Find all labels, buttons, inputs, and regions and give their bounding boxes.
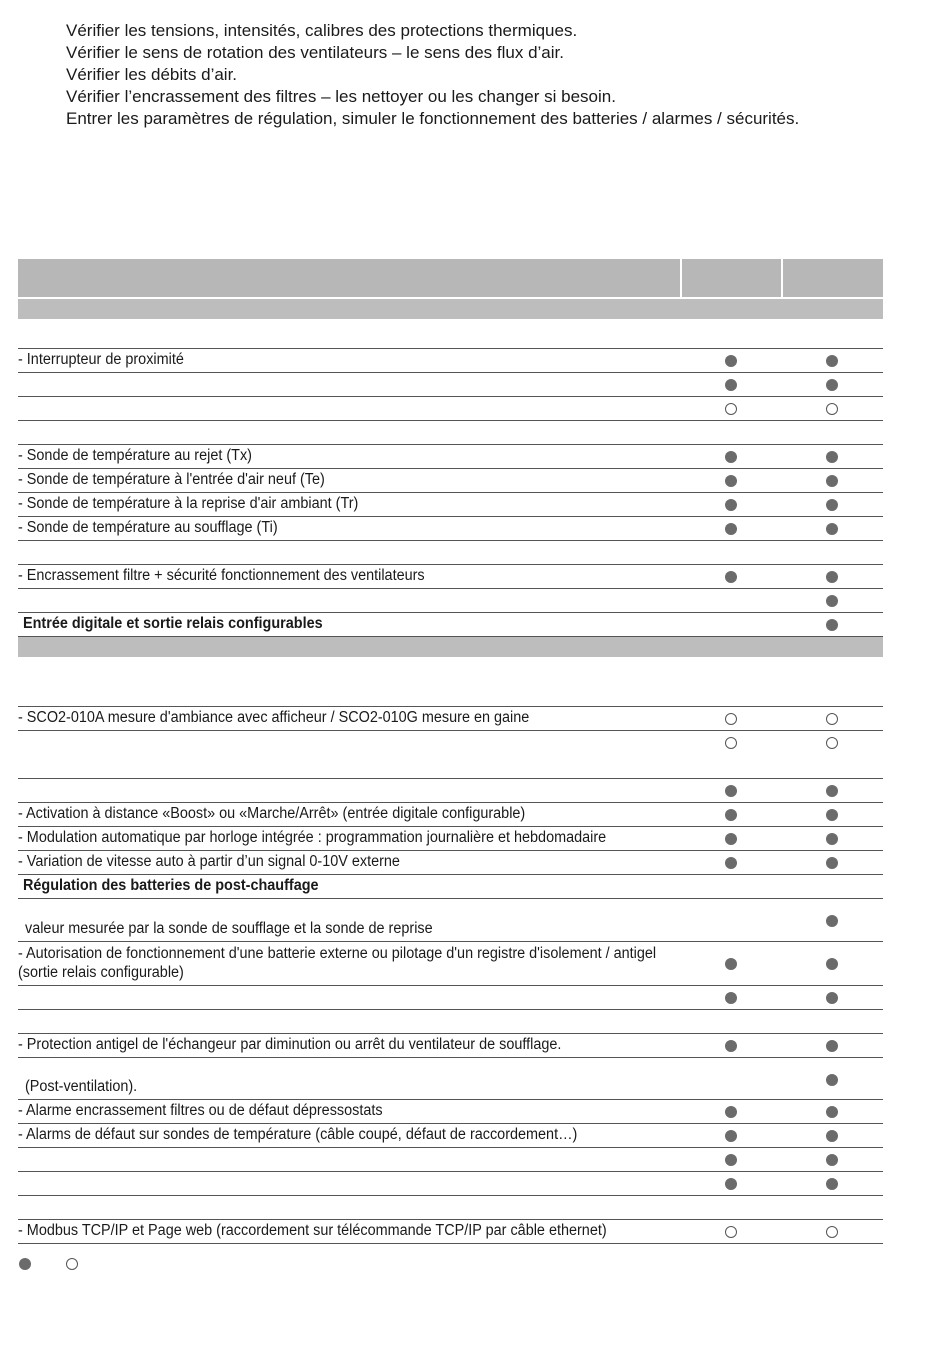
empty-dot-icon	[725, 1226, 737, 1238]
row-label: - Protection antigel de l'échangeur par diminution ou arrêt du ventilateur de soufflage.	[18, 1036, 562, 1053]
full-dot-icon	[725, 809, 737, 821]
table-header	[18, 259, 883, 299]
table-row	[18, 779, 883, 803]
table-row	[18, 541, 883, 565]
table-row	[18, 445, 883, 469]
table-row	[18, 657, 883, 707]
full-dot-icon	[725, 785, 737, 797]
empty-dot-icon	[725, 713, 737, 725]
row-label: - Modulation automatique par horloge intégrée : programmation journalière et hebdomadaire	[18, 829, 607, 846]
row-label: - Alarms de défaut sur sondes de température (câble coupé, défaut de raccordement…)	[18, 1126, 578, 1143]
full-dot-icon	[725, 1040, 737, 1052]
full-dot-icon	[826, 451, 838, 463]
table-row	[18, 731, 883, 779]
intro-line: Vérifier les tensions, intensités, calibres des protections thermiques.	[66, 21, 578, 40]
header-cell-feature	[18, 259, 680, 297]
row-label: - Sonde de température à la reprise d'air ambiant (Tr)	[18, 495, 359, 512]
intro-instructions	[66, 20, 799, 130]
full-dot-icon	[826, 809, 838, 821]
table-row	[18, 1058, 883, 1100]
full-dot-icon	[826, 857, 838, 869]
full-dot-icon	[725, 499, 737, 511]
section-header-bar	[18, 299, 883, 319]
full-dot-icon	[826, 355, 838, 367]
full-dot-icon	[725, 379, 737, 391]
table-row	[18, 1196, 883, 1220]
full-dot-icon	[725, 958, 737, 970]
full-dot-icon	[826, 523, 838, 535]
table-row	[18, 1010, 883, 1034]
full-dot-icon	[826, 619, 838, 631]
table-row	[18, 565, 883, 589]
row-label: Régulation des batteries de post-chauffage	[23, 877, 319, 894]
full-dot-icon	[826, 785, 838, 797]
table-row	[18, 397, 883, 421]
full-dot-icon	[826, 1106, 838, 1118]
row-label: - Sonde de température au soufflage (Ti)	[18, 519, 278, 536]
table-row	[18, 1220, 883, 1244]
full-dot-icon	[826, 915, 838, 927]
table-row	[18, 875, 883, 899]
table-row	[18, 827, 883, 851]
table-row	[18, 373, 883, 397]
full-dot-icon	[826, 1154, 838, 1166]
table-row	[18, 1100, 883, 1124]
table-row	[18, 469, 883, 493]
table-row	[18, 613, 883, 637]
table-row	[18, 1148, 883, 1172]
row-label: valeur mesurée par la sonde de soufflage et la sonde de reprise	[25, 920, 433, 937]
intro-line: Vérifier les débits d’air.	[66, 65, 238, 84]
header-cell-model-2	[783, 259, 883, 297]
full-dot-icon	[826, 379, 838, 391]
table-row	[18, 803, 883, 827]
empty-dot-icon	[826, 403, 838, 415]
table-row	[18, 851, 883, 875]
intro-line: Entrer les paramètres de régulation, simuler le fonctionnement des batteries / alarmes / sécurités.	[66, 109, 800, 128]
table-row	[18, 899, 883, 942]
features-table	[18, 259, 883, 1244]
row-label: (Post-ventilation).	[25, 1078, 138, 1095]
row-label: - SCO2-010A mesure d'ambiance avec afficheur / SCO2-010G mesure en gaine	[18, 709, 530, 726]
full-dot-icon	[826, 571, 838, 583]
intro-line: Vérifier l’encrassement des filtres – les nettoyer ou les changer si besoin.	[66, 87, 616, 106]
table-row	[18, 1034, 883, 1058]
full-dot-icon	[725, 355, 737, 367]
empty-dot-icon	[725, 403, 737, 415]
full-dot-icon	[725, 523, 737, 535]
full-dot-icon	[826, 833, 838, 845]
full-dot-icon	[826, 992, 838, 1004]
empty-dot-icon	[725, 737, 737, 749]
table-row	[18, 1124, 883, 1148]
full-dot-icon	[725, 1154, 737, 1166]
table-row	[18, 319, 883, 349]
row-label: - Modbus TCP/IP et Page web (raccordement sur télécommande TCP/IP par câble ethernet)	[18, 1222, 607, 1239]
legend-full-dot-icon	[19, 1258, 31, 1270]
row-label: - Alarme encrassement filtres ou de défaut dépressostats	[18, 1102, 383, 1119]
row-label: - Interrupteur de proximité	[18, 351, 184, 368]
full-dot-icon	[826, 1130, 838, 1142]
full-dot-icon	[725, 475, 737, 487]
full-dot-icon	[725, 1178, 737, 1190]
table-row	[18, 349, 883, 373]
full-dot-icon	[826, 1040, 838, 1052]
full-dot-icon	[725, 857, 737, 869]
full-dot-icon	[725, 992, 737, 1004]
section-header-bar	[18, 637, 883, 657]
full-dot-icon	[826, 1178, 838, 1190]
table-row	[18, 986, 883, 1010]
row-label: - Sonde de température à l'entrée d'air neuf (Te)	[18, 471, 325, 488]
table-row	[18, 1172, 883, 1196]
full-dot-icon	[725, 1130, 737, 1142]
legend-empty-dot-icon	[66, 1258, 78, 1270]
table-row	[18, 707, 883, 731]
full-dot-icon	[826, 475, 838, 487]
row-label: - Variation de vitesse auto à partir d’un signal 0-10V externe	[18, 853, 400, 870]
intro-line: Vérifier le sens de rotation des ventilateurs – le sens des flux d’air.	[66, 43, 564, 62]
empty-dot-icon	[826, 737, 838, 749]
table-row	[18, 493, 883, 517]
table-row	[18, 517, 883, 541]
full-dot-icon	[826, 499, 838, 511]
table-row	[18, 942, 883, 986]
full-dot-icon	[725, 451, 737, 463]
full-dot-icon	[826, 1074, 838, 1086]
header-cell-model-1	[682, 259, 781, 297]
row-label: - Activation à distance «Boost» ou «Marche/Arrêt» (entrée digitale configurable)	[18, 805, 526, 822]
table-row	[18, 421, 883, 445]
full-dot-icon	[725, 833, 737, 845]
empty-dot-icon	[826, 713, 838, 725]
row-label: - Sonde de température au rejet (Tx)	[18, 447, 252, 464]
row-label: - Autorisation de fonctionnement d'une batterie externe ou pilotage d'un registre d'isolement / antigel (sortie relais configurable)	[18, 945, 657, 981]
full-dot-icon	[725, 1106, 737, 1118]
row-label: Entrée digitale et sortie relais configurables	[23, 615, 323, 632]
full-dot-icon	[826, 595, 838, 607]
full-dot-icon	[826, 958, 838, 970]
row-label: - Encrassement filtre + sécurité fonctionnement des ventilateurs	[18, 567, 425, 584]
empty-dot-icon	[826, 1226, 838, 1238]
table-row	[18, 589, 883, 613]
full-dot-icon	[725, 571, 737, 583]
